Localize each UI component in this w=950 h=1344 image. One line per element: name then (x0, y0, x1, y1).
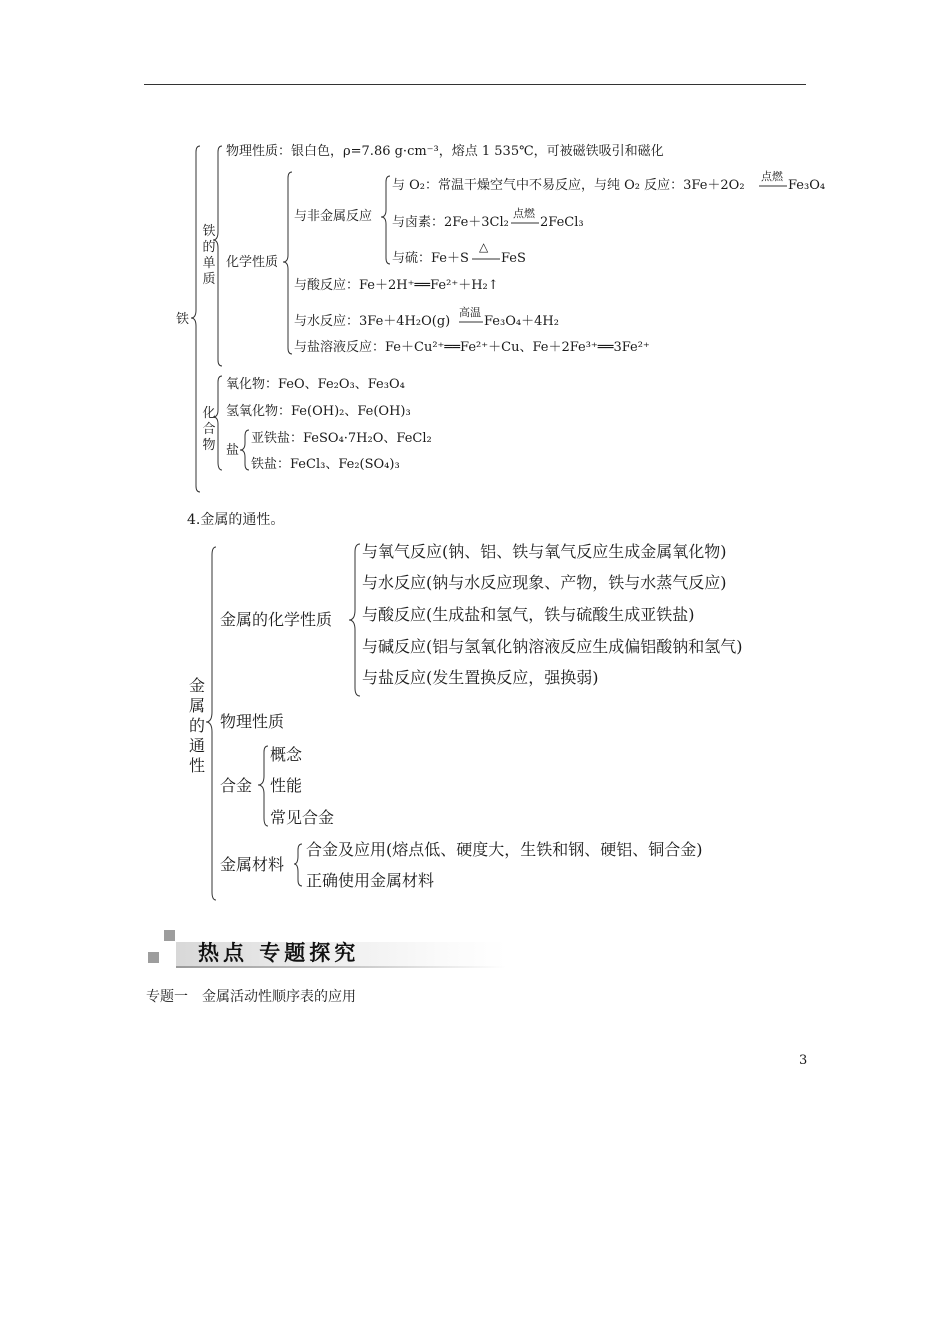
banner-square-left (148, 952, 159, 963)
alloy-item-performance: 性能 (270, 776, 303, 795)
sulfur-product: FeS (501, 251, 526, 266)
chemical-property-label: 化学性质 (226, 255, 279, 270)
sulfur-condition: △ (479, 240, 489, 254)
material-item-proper-use: 正确使用金属材料 (306, 871, 435, 890)
chem-item-acid: 与酸反应(生成盐和氢气，铁与硫酸生成亚铁盐) (362, 605, 695, 624)
chem-item-salt: 与盐反应(发生置换反应，强换弱) (362, 668, 599, 687)
topic-one-heading: 专题一 金属活动性顺序表的应用 (146, 989, 356, 1005)
o2-condition: 点燃 (761, 170, 783, 183)
halogen-reaction: 与卤素：2Fe＋3Cl₂ (392, 215, 509, 230)
chem-item-water: 与水反应(钠与水反应现象、产物，铁与水蒸气反应) (362, 573, 727, 592)
iron-root-label: 铁 (176, 312, 190, 327)
chem-item-base: 与碱反应(铝与氢氧化钠溶液反应生成偏铝酸钠和氢气) (362, 637, 743, 656)
metal-chemical-label: 金属的化学性质 (220, 610, 333, 629)
o2-reaction: 与 O₂：常温干燥空气中不易反应，与纯 O₂ 反应：3Fe＋2O₂ (392, 178, 745, 193)
iron-hydroxides: 氢氧化物：Fe(OH)₂、Fe(OH)₃ (226, 404, 411, 419)
page-number: 3 (799, 1053, 808, 1068)
chem-item-oxygen: 与氧气反应(钠、铝、铁与氧气反应生成金属氧化物) (362, 542, 727, 561)
salt-solution-reaction: 与盐溶液反应：Fe＋Cu²⁺══Fe²⁺＋Cu、Fe＋2Fe³⁺══3Fe²⁺ (294, 340, 650, 355)
metal-material-label: 金属材料 (220, 855, 285, 874)
iron-physical-property: 物理性质：银白色，ρ=7.86 g·cm⁻³，熔点 1 535℃，可被磁铁吸引和磁化 (226, 144, 664, 159)
o2-product: Fe₃O₄ (788, 178, 826, 193)
banner-square-top (164, 930, 175, 941)
metal-general-root: 金属的通性 (188, 676, 205, 775)
salt-label: 盐 (226, 443, 240, 458)
halogen-condition: 点燃 (513, 207, 535, 220)
nonmetal-reaction-label: 与非金属反应 (294, 209, 373, 224)
elemental-label: 铁的单质 (202, 224, 216, 287)
metal-physical-label: 物理性质 (220, 712, 285, 731)
halogen-product: 2FeCl₃ (540, 215, 584, 230)
iron-oxides: 氧化物：FeO、Fe₂O₃、Fe₃O₄ (226, 377, 405, 392)
alloy-item-common: 常见合金 (270, 808, 335, 827)
hot-topic-banner: 热点 专题探究 (198, 941, 360, 965)
water-reaction: 与水反应：3Fe＋4H₂O(g) (294, 314, 451, 329)
sulfur-reaction: 与硫：Fe＋S (392, 251, 469, 266)
water-product: Fe₃O₄＋4H₂ (484, 314, 559, 329)
water-condition: 高温 (459, 306, 481, 319)
acid-reaction: 与酸反应：Fe＋2H⁺══Fe²⁺＋H₂↑ (294, 278, 499, 293)
compound-label: 化合物 (202, 406, 216, 453)
alloy-item-concept: 概念 (270, 745, 303, 764)
material-item-alloy-use: 合金及应用(熔点低、硬度大，生铁和钢、硬铝、铜合金) (306, 840, 703, 859)
alloy-label: 合金 (220, 776, 253, 795)
ferrous-salts: 亚铁盐：FeSO₄·7H₂O、FeCl₂ (251, 431, 432, 446)
section-heading: 4.金属的通性。 (187, 512, 285, 528)
ferric-salts: 铁盐：FeCl₃、Fe₂(SO₄)₃ (251, 457, 400, 472)
